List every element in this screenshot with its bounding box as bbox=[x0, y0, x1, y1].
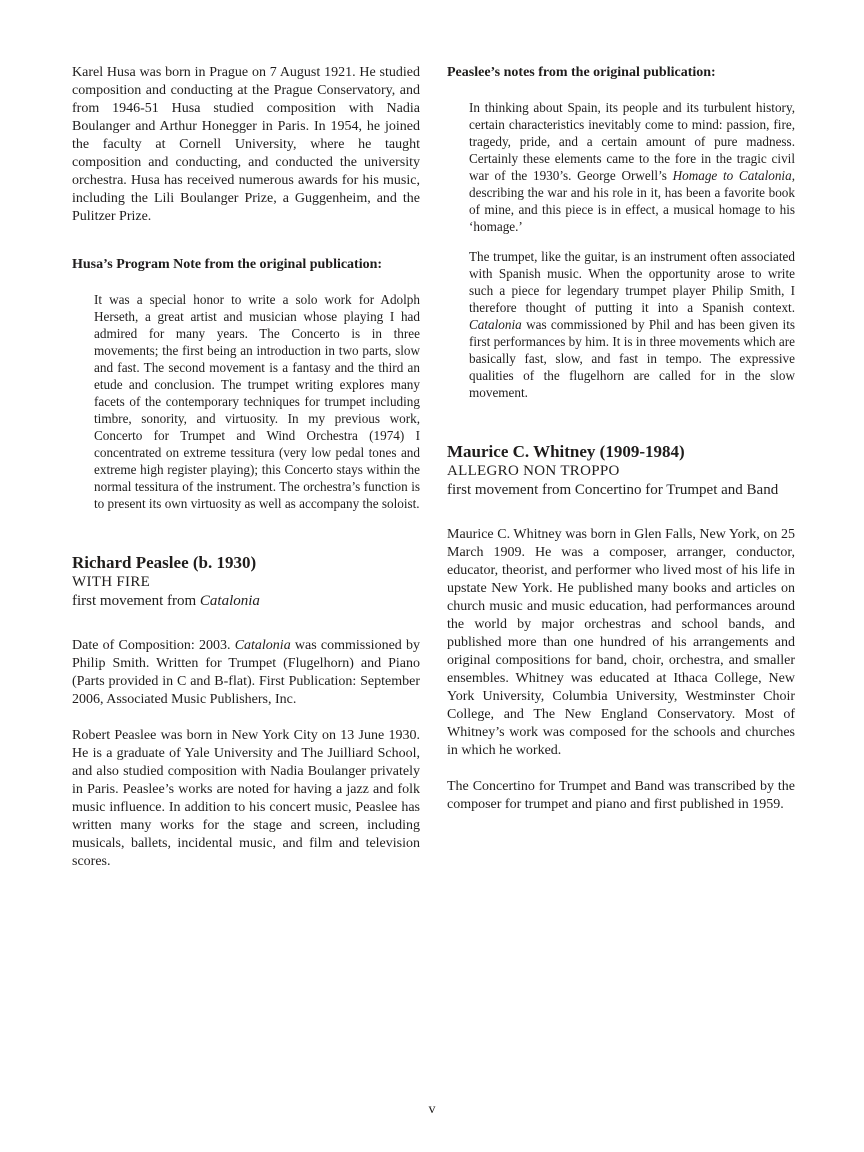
left-column bbox=[72, 64, 420, 871]
whitney-movement-line: first movement from Concertino for Trumpet and Band bbox=[447, 482, 779, 498]
peaslee-composer-name: Richard Peaslee (b. 1930) bbox=[72, 553, 257, 572]
peaslee-section-heading bbox=[72, 552, 420, 611]
husa-program-note-heading: Husa’s Program Note from the original publication: bbox=[72, 257, 383, 272]
peaslee-biography-paragraph: Robert Peaslee was born in New York City on 13 June 1930. He is a graduate of Yale University and The Juilliard School, and also studied composition with Nadia Boulanger privately in Paris. Peaslee’s works are noted for having a jazz and folk music influence. In addition to his concert music, Peaslee has written many works for the stage and screen, including musicals, ballets, incidental music, and film and television scores. bbox=[72, 728, 420, 869]
concertino-transcription-paragraph: The Concertino for Trumpet and Band was transcribed by the composer for trumpet and piano and first published in 1959. bbox=[447, 779, 795, 812]
composition-details-segment-a: Date of Composition: 2003. bbox=[72, 638, 235, 653]
composition-details-segment-b: was commissioned by Philip Smith. Written for Trumpet (Flugelhorn) and Piano (Parts provided in C and B-flat). First Publication: September 2006, Associated Music Publishers, Inc. bbox=[72, 638, 421, 707]
peaslee-notes-quote-2 bbox=[469, 248, 795, 401]
peaslee-notes-quote-1 bbox=[469, 99, 795, 235]
composition-work-title: Catalonia bbox=[234, 638, 291, 653]
whitney-section-heading bbox=[447, 441, 795, 500]
page-number: v bbox=[428, 1102, 436, 1117]
quote2-work-title: Catalonia bbox=[469, 317, 522, 332]
quote2-segment-a: The trumpet, like the guitar, is an instrument often associated with Spanish music. When the opportunity arose to write such a piece for legendary trumpet player Philip Smith, I therefore thought of putting it into a Spanish context. bbox=[469, 249, 795, 315]
whitney-biography-paragraph: Maurice C. Whitney was born in Glen Falls, New York, on 25 March 1909. He was a composer, arranger, conductor, educator, theorist, and performer who lived most of his life in upstate New York. He published many books and articles on church music and music education, had performances around the world by major orchestras and school bands, and published more than one hundred of his arrangements and original compositions for band, choir, orchestra, and smaller ensembles. Whitney was educated at Ithaca College, New York University, Columbia University, Westminster Choir College, and The New England Conservatory. Most of Whitney’s work was composed for the schools and churches in which he worked. bbox=[447, 527, 795, 758]
right-column bbox=[447, 64, 795, 871]
whitney-composer-name: Maurice C. Whitney (1909-1984) bbox=[447, 442, 685, 461]
husa-biography-paragraph: Karel Husa was born in Prague on 7 August 1921. He studied composition and conducting at the Prague Conservatory, and from 1946-51 Husa studied composition with Nadia Boulanger and Arthur Honegger in Paris. In 1954, he joined the faculty at Cornell University, where he taught composition and conducting, and conducted the university orchestra. Husa has received numerous awards for his music, including the Lili Boulanger Prize, a Guggenheim, and the Pulitzer Prize. bbox=[72, 65, 420, 224]
whitney-work-title: ALLEGRO NON TROPPO bbox=[447, 463, 620, 479]
peaslee-work-title: WITH FIRE bbox=[72, 574, 151, 590]
peaslee-notes-heading: Peaslee’s notes from the original publication: bbox=[447, 65, 716, 80]
husa-program-note-quote: It was a special honor to write a solo work for Adolph Herseth, a great artist and musician whose playing I had admired for many years. The Concerto is in three movements; the first being an introduction in two parts, slow and fast. The second movement is a fantasy and the third an etude and conclusion. The trumpet writing explores many facets of the contemporary techniques for trumpet including timbre, sonority, and virtuosity. In my previous work, Concerto for Trumpet and Wind Orchestra (1974) I concentrated on extreme tessitura (very low pedal tones and extreme high register playing); this Concerto stays within the normal tessitura of the instrument. The orchestra’s function is to present its own virtuosity as well as accompany the soloist. bbox=[94, 292, 420, 511]
quote1-segment-a: In thinking about Spain, its people and its turbulent history, certain characteristics inevitably come to mind: passion, fire, tragedy, pride, and a certain amount of pure madness. Certainly these elements came to the fore in the tragic civil war of the 1930’s. George Orwell’s bbox=[469, 100, 795, 183]
peaslee-movement-prefix: first movement from bbox=[72, 593, 200, 609]
quote2-segment-b: was commissioned by Phil and has been given its first performances by him. It is in three movements which are basically fast, slow, and fast in tempo. The expressive qualities of the flugelhorn are called for in the slow movement. bbox=[469, 317, 795, 400]
composition-details-paragraph bbox=[72, 637, 420, 709]
peaslee-movement-work-title: Catalonia bbox=[199, 593, 260, 609]
quote1-book-title: Homage to Catalonia bbox=[672, 168, 792, 183]
quote1-segment-b: , describing the war and his role in it, has been a favorite book of mine, and this piece is in effect, a musical homage to his ‘homage.’ bbox=[469, 168, 795, 234]
peaslee-movement-line bbox=[72, 592, 420, 611]
